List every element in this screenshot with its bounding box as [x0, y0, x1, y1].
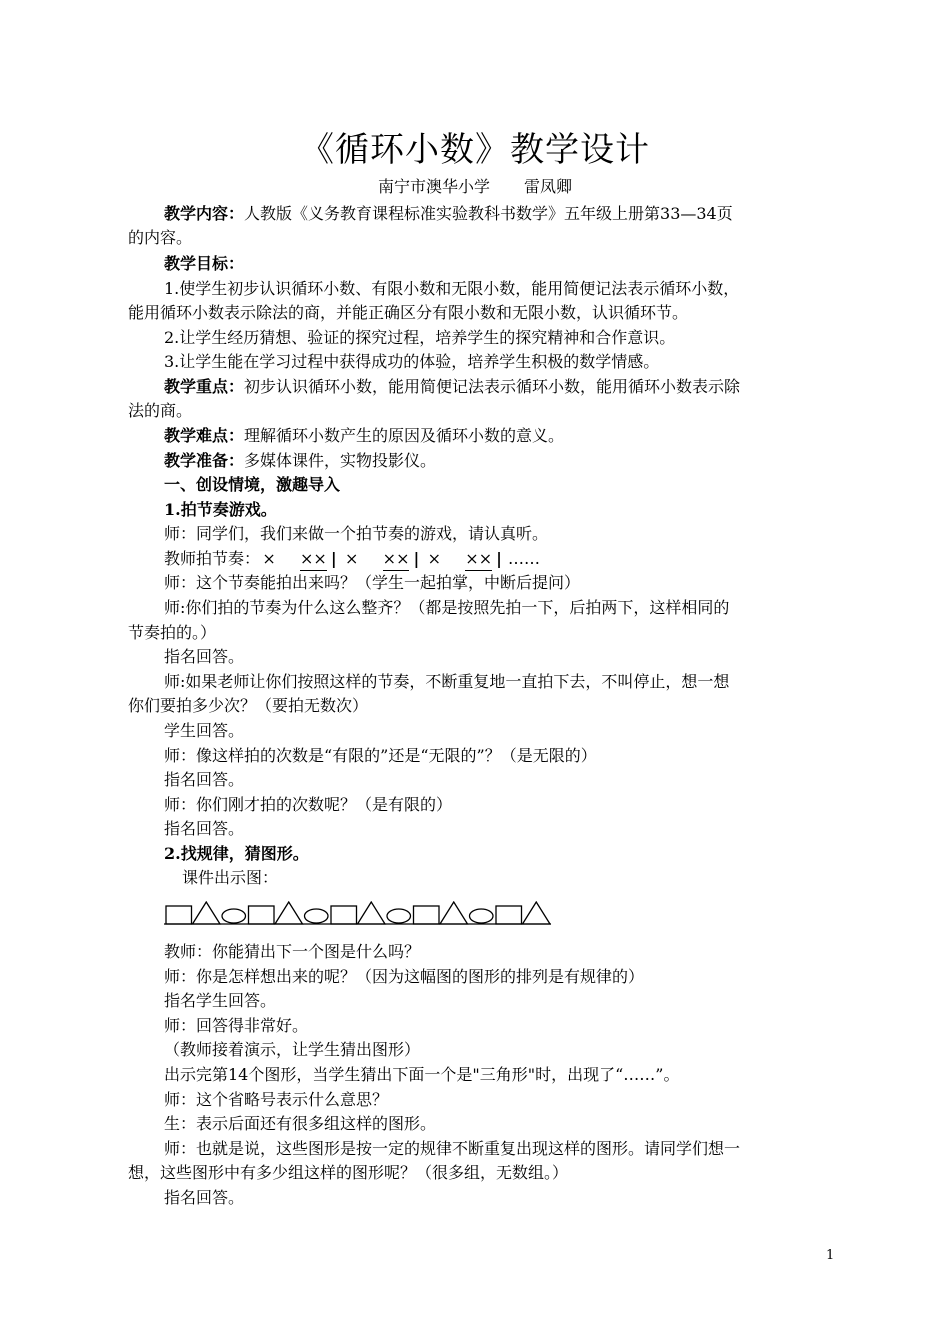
triangle-shape	[275, 902, 303, 924]
circle-shape	[470, 909, 494, 923]
line-m10: 指名回答。	[164, 1188, 245, 1207]
author-name: 雷凤卿	[524, 177, 573, 196]
beat-single: ×	[427, 549, 441, 568]
rhythm-label: 教师拍节奏：	[164, 549, 261, 568]
line-l2: 师：这个节奏能拍出来吗？（学生一起拍掌，中断后提问）	[164, 573, 581, 592]
content-line	[164, 203, 833, 225]
beat-double: ××	[300, 548, 327, 571]
difficulty-text: 理解循环小数产生的原因及循环小数的意义。	[244, 426, 565, 445]
line-m1: 教师：你能猜出下一个图是什么吗？	[164, 942, 421, 961]
goal-1b: 能用循环小数表示除法的商，并能正确区分有限小数和无限小数，认识循环节。	[128, 303, 689, 322]
goal-2: 2.让学生经历猜想、验证的探究过程，培养学生的探究精神和合作意识。	[164, 328, 676, 347]
beat-double: ××	[383, 548, 410, 571]
square-shape	[496, 906, 522, 924]
rhythm-line	[164, 548, 833, 571]
section-2-sub-2: 2.找规律，猜图形。	[164, 844, 309, 863]
line-m5: （教师接着演示，让学生猜出图形）	[164, 1040, 421, 1059]
prep-line	[164, 450, 833, 472]
bar-line: |	[330, 549, 337, 568]
goals-label: 教学目标：	[164, 254, 245, 273]
focus-cont: 法的商。	[128, 401, 193, 420]
page-number: 1	[826, 1248, 835, 1263]
line-m2: 师：你是怎样想出来的呢？（因为这幅图的图形的排列是有规律的）	[164, 967, 645, 986]
square-shape	[331, 906, 357, 924]
line-l10: 指名回答。	[164, 819, 245, 838]
line-l5b: 你们要拍多少次？（要拍无数次）	[128, 696, 369, 715]
content-cont: 的内容。	[128, 228, 193, 247]
section-1-sub-1: 1.拍节奏游戏。	[164, 500, 277, 519]
bar-line: |	[496, 549, 502, 568]
content-text: 人教版《义务教育课程标准实验教科书数学》五年级上册第33—34页	[244, 204, 733, 223]
focus-text: 初步认识循环小数，能用简便记法表示循环小数，能用循环小数表示除	[244, 377, 741, 396]
document-title: 《循环小数》教学设计	[300, 130, 650, 170]
line-l3b: 节奏拍的。）	[128, 623, 217, 642]
difficulty-line	[164, 425, 833, 447]
triangle-shape	[193, 902, 221, 924]
beat-single: ×	[262, 549, 276, 568]
triangle-shape	[440, 902, 468, 924]
square-shape	[166, 906, 192, 924]
line-m9b: 想，这些图形中有多少组这样的图形呢？（很多组，无数组。）	[128, 1163, 569, 1182]
school-name: 南宁市澳华小学	[377, 177, 490, 196]
shape-sequence-figure	[164, 901, 556, 927]
line-l4: 指名回答。	[164, 647, 245, 666]
line-l8: 指名回答。	[164, 770, 245, 789]
circle-shape	[305, 909, 329, 923]
rhythm-ellipsis: ……	[507, 549, 540, 568]
beat-double: ××	[465, 548, 492, 571]
focus-label: 教学重点：	[164, 377, 245, 396]
circle-shape	[387, 909, 411, 923]
author-line	[0, 176, 950, 198]
goal-3: 3.让学生能在学习过程中获得成功的体验，培养学生积极的数学情感。	[164, 352, 660, 371]
beat-single: ×	[344, 549, 359, 568]
line-l7: 师：像这样拍的次数是“有限的”还是“无限的”？（是无限的）	[164, 746, 597, 765]
line-m6: 出示完第14个图形，当学生猜出下面一个是"三角形"时，出现了“……”。	[164, 1065, 680, 1084]
prep-text: 多媒体课件，实物投影仪。	[244, 451, 437, 470]
goal-1a: 1.使学生初步认识循环小数、有限小数和无限小数，能用简便记法表示循环小数，	[164, 279, 740, 298]
square-shape	[414, 906, 440, 924]
content-label: 教学内容：	[164, 204, 245, 223]
line-m8: 生：表示后面还有很多组这样的图形。	[164, 1114, 437, 1133]
courseware-label: 课件出示图：	[182, 868, 279, 887]
line-m7: 师：这个省略号表示什么意思？	[164, 1090, 389, 1109]
triangle-shape	[523, 902, 551, 924]
line-l5a: 师:如果老师让你们按照这样的节奏，不断重复地一直拍下去，不叫停止，想一想	[164, 672, 730, 691]
square-shape	[249, 906, 275, 924]
focus-line	[164, 376, 833, 398]
line-l6: 学生回答。	[164, 721, 245, 740]
triangle-shape	[358, 902, 386, 924]
section-1-heading: 一、创设情境，激趣导入	[164, 475, 341, 494]
line-l9: 师：你们刚才拍的次数呢？（是有限的）	[164, 795, 453, 814]
prep-label: 教学准备：	[164, 451, 245, 470]
bar-line: |	[413, 549, 420, 568]
line-m3: 指名学生回答。	[164, 991, 277, 1010]
line-l1: 师：同学们，我们来做一个拍节奏的游戏，请认真听。	[164, 524, 549, 543]
line-m9a: 师：也就是说，这些图形是按一定的规律不断重复出现这样的图形。请同学们想一	[164, 1139, 741, 1158]
line-l3a: 师:你们拍的节奏为什么这么整齐？（都是按照先拍一下，后拍两下，这样相同的	[164, 598, 730, 617]
line-m4: 师：回答得非常好。	[164, 1016, 309, 1035]
circle-shape	[222, 909, 246, 923]
difficulty-label: 教学难点：	[164, 426, 245, 445]
